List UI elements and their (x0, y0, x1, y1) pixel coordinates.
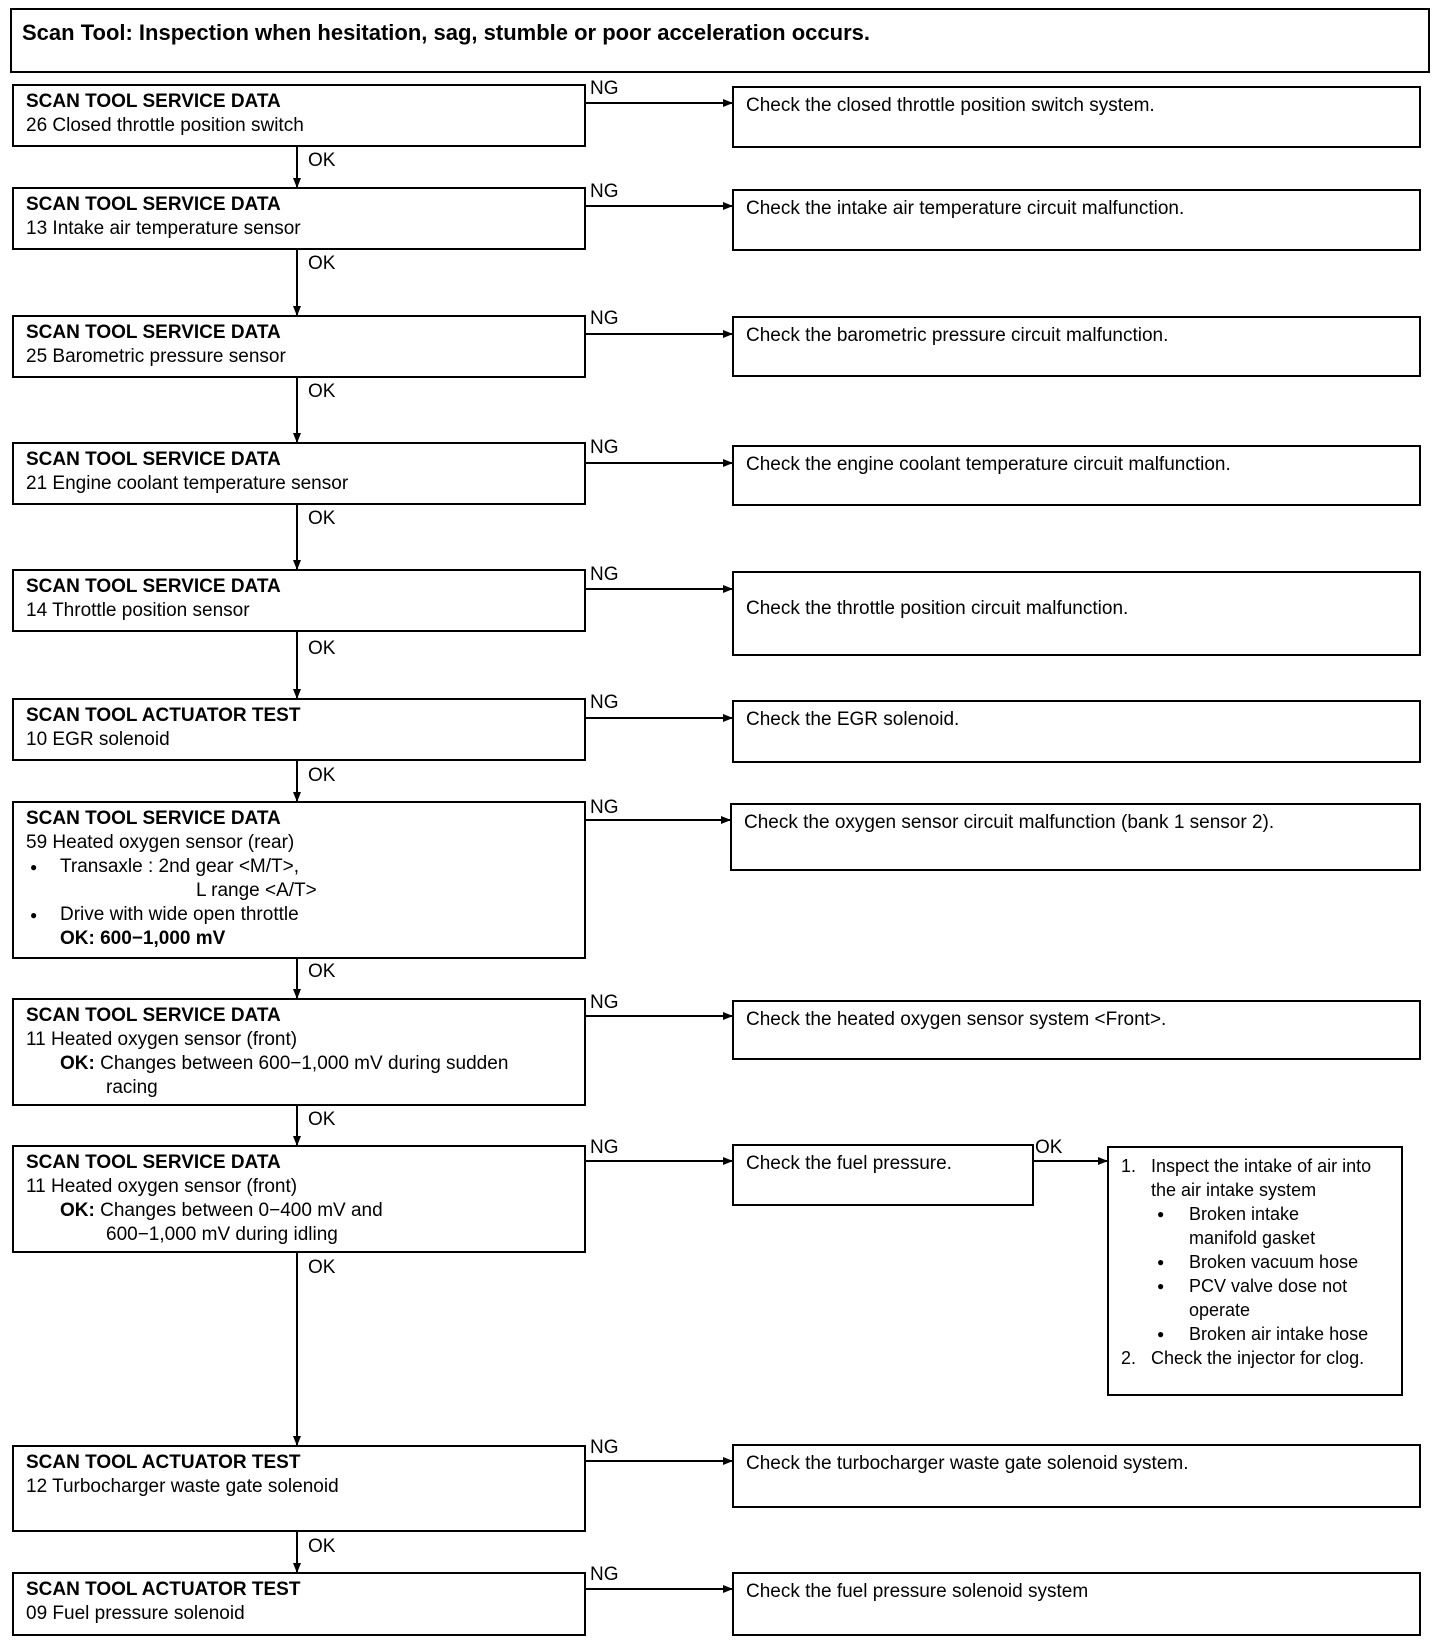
ok-label-4: OK (308, 508, 336, 529)
step-box-9 (12, 1145, 586, 1253)
ok-label-fuel: OK (1035, 1137, 1063, 1158)
step-heading: SCAN TOOL ACTUATOR TEST (26, 1452, 301, 1473)
page-title-text: Scan Tool: Inspection when hesitation, sag, stumble or poor acceleration occurs. (22, 20, 870, 45)
ok-label-6: OK (308, 765, 336, 786)
step-box-2 (12, 187, 586, 250)
result-text: Check the fuel pressure. (746, 1153, 952, 1174)
step-item: 26 Closed throttle position switch (26, 115, 304, 136)
ok-label-10: OK (308, 1536, 336, 1557)
step-box-3 (12, 315, 586, 378)
ok-criterion-value: Changes between 600−1,000 mV during sudden (100, 1053, 509, 1074)
result-text: Check the fuel pressure solenoid system (746, 1581, 1089, 1602)
ng-label-9: NG (590, 1137, 619, 1158)
condition-bullet: ● Drive with wide open throttle (26, 903, 572, 927)
result-box-7 (730, 803, 1421, 871)
step-item: 12 Turbocharger waste gate solenoid (26, 1476, 339, 1497)
step-heading: SCAN TOOL SERVICE DATA (26, 449, 281, 470)
result-box-10 (732, 1444, 1421, 1508)
step-heading: SCAN TOOL SERVICE DATA (26, 576, 281, 597)
step-box-4 (12, 442, 586, 505)
result-box-5 (732, 571, 1421, 656)
ng-label-4: NG (590, 437, 619, 458)
step-item: 10 EGR solenoid (26, 729, 170, 750)
result-text: Check the barometric pressure circuit malfunction. (746, 325, 1169, 346)
ok-criterion-label: OK: (60, 928, 95, 949)
result-box-2 (732, 189, 1421, 251)
ok-criterion (26, 1052, 572, 1076)
ok-label-9: OK (308, 1257, 336, 1278)
result-text: Check the turbocharger waste gate solenoid system. (746, 1453, 1189, 1474)
step-box-1 (12, 84, 586, 147)
result-box-11 (732, 1572, 1421, 1636)
step-box-8 (12, 998, 586, 1106)
ok-label-1: OK (308, 150, 336, 171)
cause-bullet-continuation: manifold gasket (1189, 1228, 1316, 1248)
inspection-item-2-number: 2. (1121, 1348, 1137, 1368)
ng-label-3: NG (590, 308, 619, 329)
ng-label-5: NG (590, 564, 619, 585)
cause-bullet-continuation: operate (1189, 1300, 1251, 1320)
ok-criterion (26, 1199, 572, 1223)
result-box-9 (732, 1144, 1034, 1206)
result-text: Check the engine coolant temperature circuit malfunction. (746, 454, 1231, 475)
result-box-3 (732, 316, 1421, 377)
step-item: 21 Engine coolant temperature sensor (26, 473, 349, 494)
final-inspection-box (1107, 1146, 1403, 1396)
ok-label-7: OK (308, 961, 336, 982)
step-heading: SCAN TOOL ACTUATOR TEST (26, 1579, 301, 1600)
step-box-7 (12, 801, 586, 959)
inspection-item-1-number: 1. (1121, 1156, 1137, 1176)
ok-label-3: OK (308, 381, 336, 402)
inspection-item-2 (1117, 1346, 1393, 1370)
inspection-item-1 (1117, 1154, 1393, 1202)
step-item: 14 Throttle position sensor (26, 600, 250, 621)
cause-bullet: ● Broken vacuum hose (1117, 1250, 1393, 1274)
condition-continuation: L range <A/T> (196, 880, 317, 901)
step-item: 09 Fuel pressure solenoid (26, 1603, 245, 1624)
step-heading: SCAN TOOL SERVICE DATA (26, 322, 281, 343)
step-item: 11 Heated oxygen sensor (front) (26, 1029, 298, 1050)
ok-criterion-continuation: 600−1,000 mV during idling (106, 1224, 338, 1245)
step-box-6 (12, 698, 586, 761)
ok-label-8: OK (308, 1109, 336, 1130)
result-box-8 (732, 1000, 1421, 1060)
ng-label-2: NG (590, 181, 619, 202)
cause-bullet: ● PCV valve dose not (1117, 1274, 1393, 1298)
step-box-11 (12, 1572, 586, 1636)
result-box-1 (732, 86, 1421, 148)
ng-label-7: NG (590, 797, 619, 818)
ng-label-1: NG (590, 78, 619, 99)
result-text: Check the oxygen sensor circuit malfunction (bank 1 sensor 2). (744, 812, 1275, 833)
ng-label-10: NG (590, 1437, 619, 1458)
step-heading: SCAN TOOL SERVICE DATA (26, 1152, 281, 1173)
step-box-10 (12, 1445, 586, 1532)
result-text: Check the closed throttle position switch system. (746, 95, 1155, 116)
ok-criterion-label: OK: (60, 1053, 95, 1074)
step-box-5 (12, 569, 586, 632)
ok-label-5: OK (308, 638, 336, 659)
ok-criterion-value: 600−1,000 mV (100, 928, 226, 949)
condition-bullet: ● Transaxle : 2nd gear <M/T>, (26, 855, 572, 879)
step-heading: SCAN TOOL SERVICE DATA (26, 808, 281, 829)
ok-criterion (26, 927, 572, 951)
step-heading: SCAN TOOL ACTUATOR TEST (26, 705, 301, 726)
ng-label-6: NG (590, 692, 619, 713)
cause-bullet: ● Broken intake (1117, 1202, 1393, 1226)
step-item: 13 Intake air temperature sensor (26, 218, 301, 239)
step-heading: SCAN TOOL SERVICE DATA (26, 91, 281, 112)
ok-criterion-label: OK: (60, 1200, 95, 1221)
step-item: 11 Heated oxygen sensor (front) (26, 1176, 298, 1197)
ng-label-8: NG (590, 992, 619, 1013)
ng-label-11: NG (590, 1564, 619, 1585)
cause-bullet: ● Broken air intake hose (1117, 1322, 1393, 1346)
ok-criterion-value: Changes between 0−400 mV and (100, 1200, 383, 1221)
step-heading: SCAN TOOL SERVICE DATA (26, 194, 281, 215)
result-box-6 (732, 700, 1421, 763)
inspection-item-2-text: Check the injector for clog. (1151, 1348, 1365, 1368)
result-text: Check the intake air temperature circuit malfunction. (746, 198, 1185, 219)
step-heading: SCAN TOOL SERVICE DATA (26, 1005, 281, 1026)
step-item: 59 Heated oxygen sensor (rear) (26, 832, 295, 853)
ok-criterion-continuation: racing (106, 1077, 158, 1098)
inspection-item-1-text: Inspect the intake of air into the air intake system (1151, 1156, 1372, 1200)
ok-label-2: OK (308, 253, 336, 274)
result-text: Check the EGR solenoid. (746, 709, 960, 730)
result-text: Check the heated oxygen sensor system <Front>. (746, 1009, 1167, 1030)
result-box-4 (732, 445, 1421, 506)
result-text: Check the throttle position circuit malfunction. (746, 598, 1129, 619)
step-item: 25 Barometric pressure sensor (26, 346, 286, 367)
